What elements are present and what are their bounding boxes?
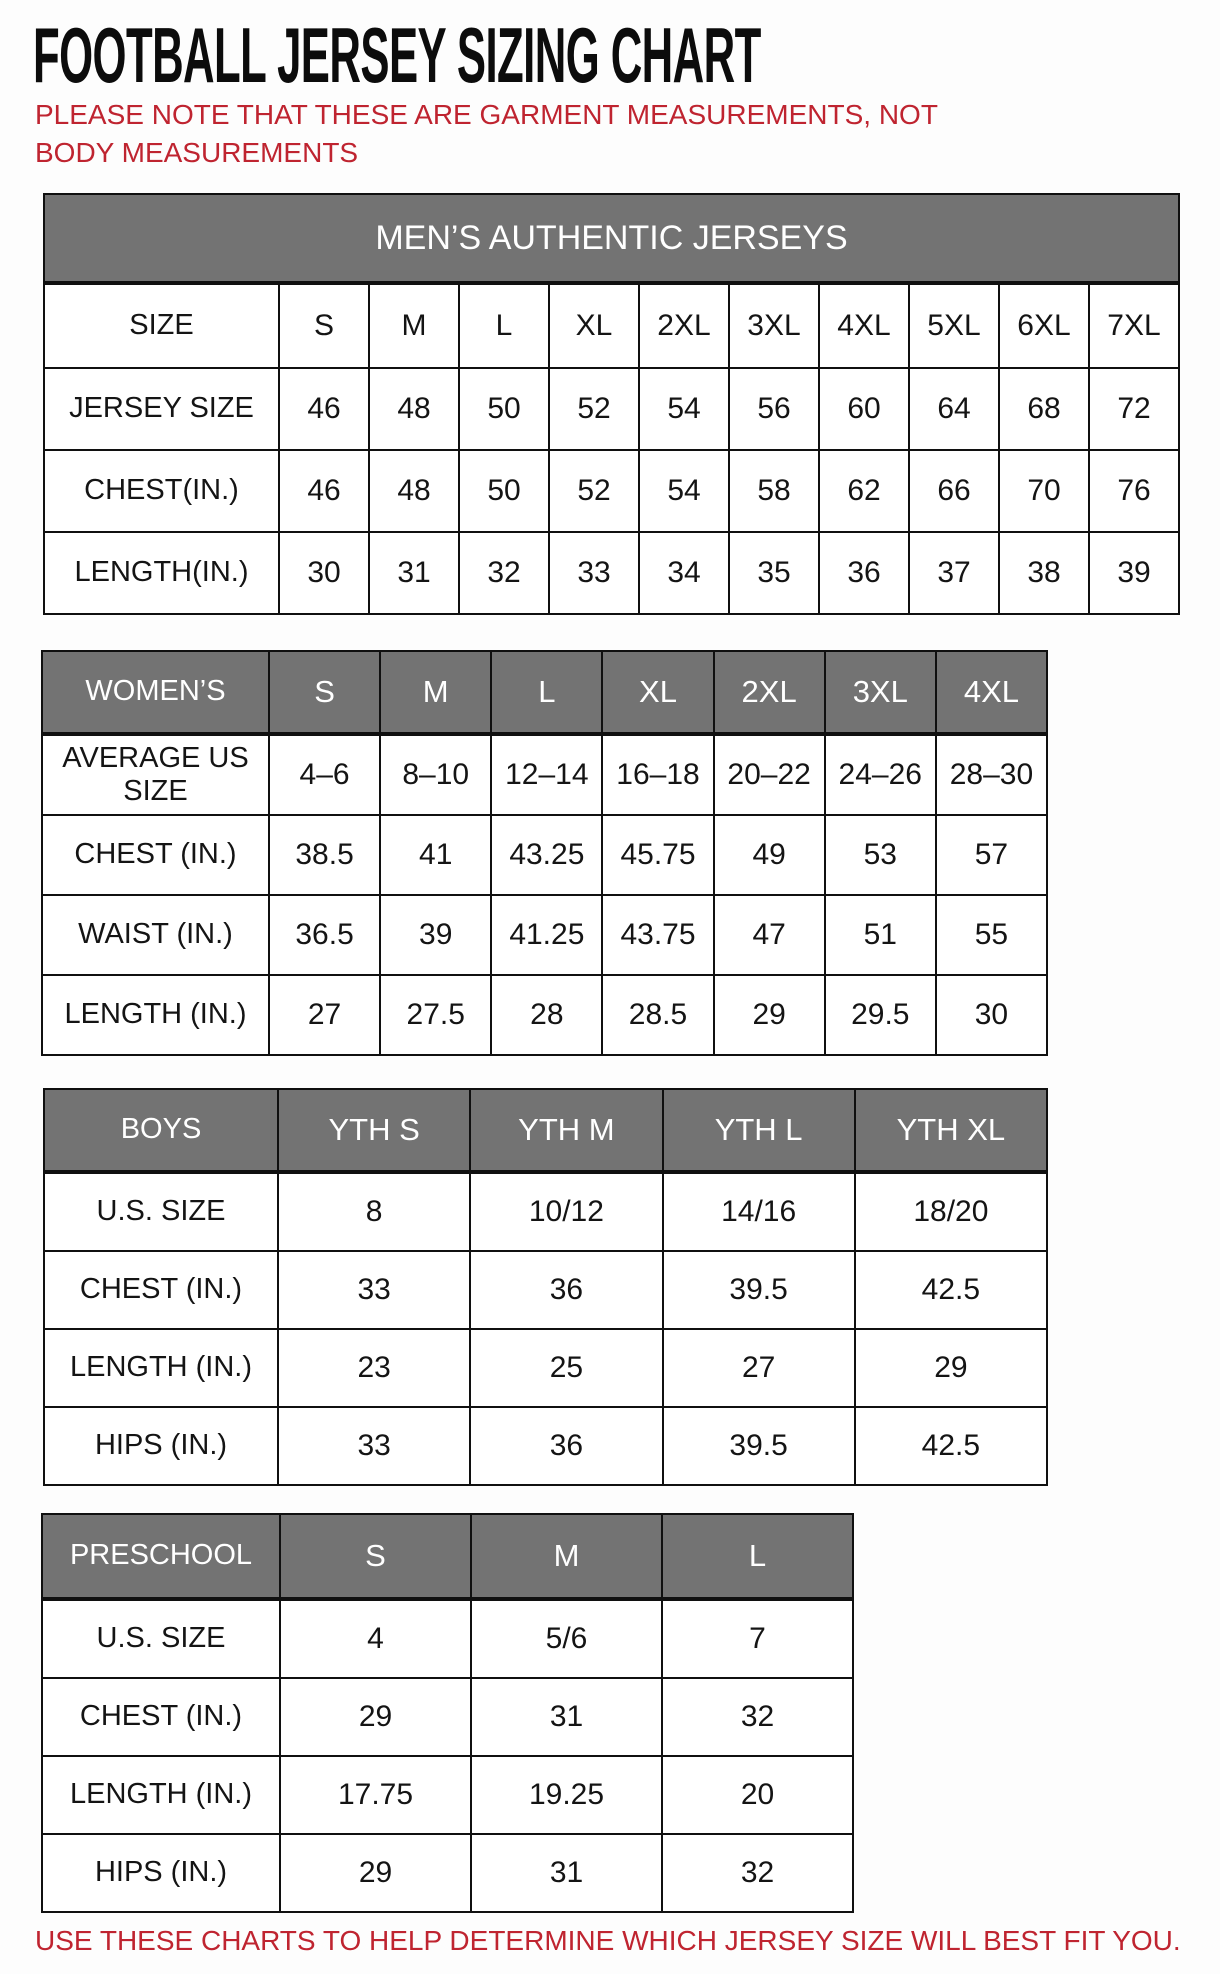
column-header: YTH L <box>662 1090 854 1170</box>
table-row <box>45 449 1178 531</box>
table-cell: 43.75 <box>601 896 712 974</box>
table-cell: 62 <box>818 451 908 531</box>
column-header: YTH M <box>469 1090 661 1170</box>
table-cell: 55 <box>935 896 1046 974</box>
row-label: LENGTH(IN.) <box>74 556 249 589</box>
footer-note: USE THESE CHARTS TO HELP DETERMINE WHICH JERSEY SIZE WILL BEST FIT YOU. <box>35 1925 1181 1956</box>
preschool-sizing-table <box>41 1513 854 1913</box>
table-cell: 58 <box>728 451 818 531</box>
table-cell: 7XL <box>1088 285 1178 367</box>
table-cell: 39.5 <box>662 1408 854 1484</box>
row-label: LENGTH (IN.) <box>64 998 247 1031</box>
row-label: SIZE <box>129 309 194 342</box>
table-row <box>43 1833 852 1911</box>
table-cell: 16–18 <box>601 736 712 814</box>
header-row <box>45 1090 1046 1172</box>
column-header: YTH XL <box>854 1090 1046 1170</box>
table-cell: 24–26 <box>824 736 935 814</box>
table-cell: 18/20 <box>854 1174 1046 1250</box>
table-cell: 10/12 <box>469 1174 661 1250</box>
row-label: U.S. SIZE <box>96 1195 226 1228</box>
table-cell: 31 <box>470 1679 661 1755</box>
column-header: S <box>279 1515 470 1597</box>
table-cell: 5XL <box>908 285 998 367</box>
table-row <box>43 734 1046 814</box>
table-cell: 19.25 <box>470 1757 661 1833</box>
garment-measurements-note: PLEASE NOTE THAT THESE ARE GARMENT MEASUREMENTS, NOT BODY MEASUREMENTS <box>35 99 938 168</box>
table-cell: 17.75 <box>279 1757 470 1833</box>
table-cell: 41.25 <box>490 896 601 974</box>
table-cell: 27 <box>268 976 379 1054</box>
table-cell: 46 <box>278 369 368 449</box>
table-cell: 48 <box>368 451 458 531</box>
table-cell: 12–14 <box>490 736 601 814</box>
table-cell: L <box>458 285 548 367</box>
table-cell: 29 <box>279 1835 470 1911</box>
table-row <box>43 814 1046 894</box>
table-row <box>45 1406 1046 1484</box>
table-cell: M <box>368 285 458 367</box>
mens-authentic-jerseys-table <box>43 193 1180 615</box>
table-cell: 38 <box>998 533 1088 613</box>
table-cell: 36 <box>818 533 908 613</box>
column-header: PRESCHOOL <box>43 1515 279 1597</box>
table-cell: 66 <box>908 451 998 531</box>
table-cell: 39.5 <box>662 1252 854 1328</box>
table-cell: 6XL <box>998 285 1088 367</box>
row-label: LENGTH (IN.) <box>69 1778 253 1811</box>
table-cell: 39 <box>1088 533 1178 613</box>
table-cell: 33 <box>548 533 638 613</box>
table-cell: 33 <box>277 1252 469 1328</box>
boys-sizing-table <box>43 1088 1048 1486</box>
table-cell: 70 <box>998 451 1088 531</box>
column-header: M <box>470 1515 661 1597</box>
table-cell: 72 <box>1088 369 1178 449</box>
table-cell: 49 <box>713 816 824 894</box>
header-row <box>43 652 1046 734</box>
table-cell: 52 <box>548 369 638 449</box>
table-cell: 23 <box>277 1330 469 1406</box>
table-cell: 42.5 <box>854 1408 1046 1484</box>
table-cell: 43.25 <box>490 816 601 894</box>
column-header: BOYS <box>45 1090 277 1170</box>
table-cell: 20 <box>661 1757 852 1833</box>
row-label: CHEST (IN.) <box>74 838 237 871</box>
row-label: HIPS (IN.) <box>94 1856 228 1889</box>
table-cell: 36 <box>469 1408 661 1484</box>
table-cell: 60 <box>818 369 908 449</box>
table-cell: 36.5 <box>268 896 379 974</box>
column-header: XL <box>601 652 712 732</box>
row-label: LENGTH (IN.) <box>69 1351 253 1384</box>
table-cell: 8 <box>277 1174 469 1250</box>
table-row <box>45 1328 1046 1406</box>
column-header: 2XL <box>713 652 824 732</box>
table-cell: 51 <box>824 896 935 974</box>
table-cell: 53 <box>824 816 935 894</box>
table-cell: 27 <box>662 1330 854 1406</box>
table-cell: 5/6 <box>470 1601 661 1677</box>
table-cell: 14/16 <box>662 1174 854 1250</box>
table-cell: 47 <box>713 896 824 974</box>
table-cell: 50 <box>458 451 548 531</box>
table-cell: 76 <box>1088 451 1178 531</box>
table-cell: 32 <box>661 1835 852 1911</box>
column-header: L <box>661 1515 852 1597</box>
table-cell: 20–22 <box>713 736 824 814</box>
table-banner: MEN’S AUTHENTIC JERSEYS <box>45 195 1178 283</box>
table-cell: S <box>278 285 368 367</box>
table-row <box>45 1250 1046 1328</box>
column-header: 3XL <box>824 652 935 732</box>
table-cell: 56 <box>728 369 818 449</box>
table-cell: 4–6 <box>268 736 379 814</box>
table-cell: 27.5 <box>379 976 490 1054</box>
row-label: CHEST(IN.) <box>84 474 239 507</box>
table-cell: 33 <box>277 1408 469 1484</box>
row-label: U.S. SIZE <box>96 1622 226 1655</box>
table-cell: 46 <box>278 451 368 531</box>
table-row <box>45 1172 1046 1250</box>
table-cell: 39 <box>379 896 490 974</box>
table-cell: 3XL <box>728 285 818 367</box>
table-row <box>43 1677 852 1755</box>
table-cell: 30 <box>935 976 1046 1054</box>
table-cell: 30 <box>278 533 368 613</box>
table-cell: 54 <box>638 451 728 531</box>
table-cell: 29 <box>279 1679 470 1755</box>
table-cell: 29.5 <box>824 976 935 1054</box>
table-cell: 68 <box>998 369 1088 449</box>
womens-sizing-table <box>41 650 1048 1056</box>
table-cell: 7 <box>661 1601 852 1677</box>
table-row <box>43 1599 852 1677</box>
row-label: WAIST (IN.) <box>78 918 233 951</box>
table-row <box>45 283 1178 367</box>
table-cell: 57 <box>935 816 1046 894</box>
table-cell: 50 <box>458 369 548 449</box>
page-title: FOOTBALL JERSEY SIZING CHART <box>33 11 761 99</box>
table-row <box>43 974 1046 1054</box>
table-cell: 32 <box>661 1679 852 1755</box>
table-cell: 36 <box>469 1252 661 1328</box>
row-label: AVERAGE US SIZE <box>62 741 249 807</box>
column-header: S <box>268 652 379 732</box>
table-row <box>43 894 1046 974</box>
table-cell: 34 <box>638 533 728 613</box>
row-label: JERSEY SIZE <box>69 392 254 425</box>
column-header: YTH S <box>277 1090 469 1170</box>
header-row <box>43 1515 852 1599</box>
table-row <box>43 1755 852 1833</box>
table-cell: 2XL <box>638 285 728 367</box>
table-cell: 29 <box>713 976 824 1054</box>
table-cell: 25 <box>469 1330 661 1406</box>
column-header: M <box>379 652 490 732</box>
table-cell: 8–10 <box>379 736 490 814</box>
table-cell: 35 <box>728 533 818 613</box>
table-cell: 64 <box>908 369 998 449</box>
row-label: CHEST (IN.) <box>79 1700 243 1733</box>
column-header: L <box>490 652 601 732</box>
table-cell: 28–30 <box>935 736 1046 814</box>
table-cell: 4XL <box>818 285 908 367</box>
table-cell: 28 <box>490 976 601 1054</box>
table-cell: 28.5 <box>601 976 712 1054</box>
row-label: HIPS (IN.) <box>94 1429 228 1462</box>
table-cell: 37 <box>908 533 998 613</box>
column-header: 4XL <box>935 652 1046 732</box>
row-label: CHEST (IN.) <box>79 1273 243 1306</box>
table-cell: 31 <box>470 1835 661 1911</box>
table-cell: 32 <box>458 533 548 613</box>
table-cell: 45.75 <box>601 816 712 894</box>
table-cell: 4 <box>279 1601 470 1677</box>
table-cell: 52 <box>548 451 638 531</box>
table-cell: 54 <box>638 369 728 449</box>
table-cell: 31 <box>368 533 458 613</box>
table-cell: 41 <box>379 816 490 894</box>
table-row <box>45 367 1178 449</box>
table-cell: 38.5 <box>268 816 379 894</box>
table-cell: XL <box>548 285 638 367</box>
table-row <box>45 531 1178 613</box>
table-cell: 42.5 <box>854 1252 1046 1328</box>
table-cell: 48 <box>368 369 458 449</box>
column-header: WOMEN’S <box>43 652 268 732</box>
table-cell: 29 <box>854 1330 1046 1406</box>
